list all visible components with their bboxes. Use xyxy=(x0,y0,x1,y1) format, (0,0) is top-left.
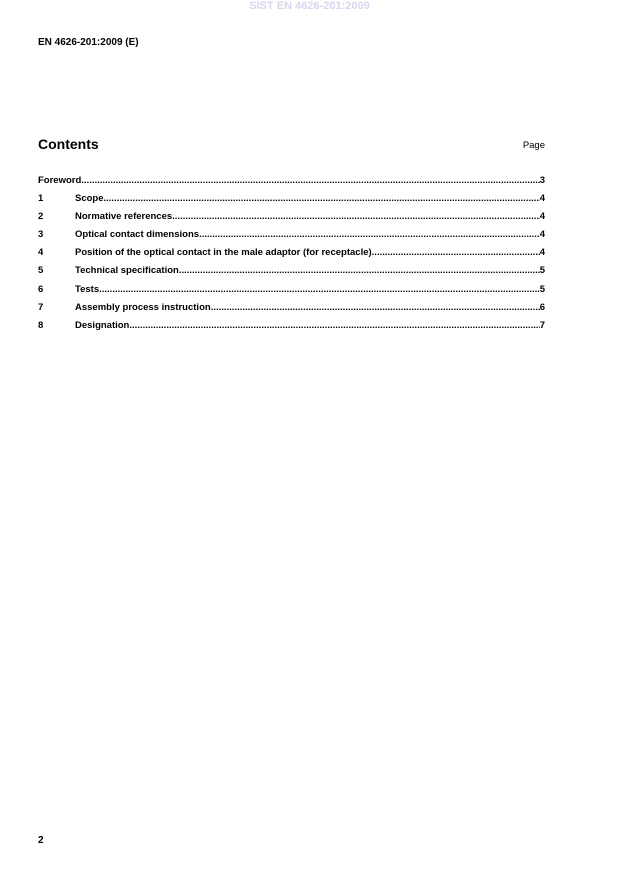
watermark: SIST EN 4626-201:2009 xyxy=(249,0,370,12)
toc-entry-number: 2 xyxy=(38,211,44,223)
table-of-contents xyxy=(38,175,545,338)
toc-entry-technical-specification[interactable] xyxy=(38,265,545,283)
toc-entry-page: 5 xyxy=(539,265,545,277)
toc-entry-number: 8 xyxy=(38,319,44,331)
toc-entry-title: Technical specification xyxy=(75,265,179,277)
page-column-label: Page xyxy=(522,140,545,151)
toc-entry-normative-references[interactable] xyxy=(38,211,545,229)
toc-entry-foreword[interactable] xyxy=(38,175,545,193)
toc-entry-scope[interactable] xyxy=(38,193,545,211)
toc-entry-title: Optical contact dimensions xyxy=(75,229,200,241)
toc-entry-title: Tests xyxy=(75,283,100,295)
toc-entry-tests[interactable] xyxy=(38,284,545,302)
dot-leader xyxy=(172,211,540,223)
dot-leader xyxy=(179,265,540,277)
toc-entry-designation[interactable] xyxy=(38,320,545,338)
contents-heading: Contents xyxy=(38,136,99,152)
toc-entry-page: 4 xyxy=(539,247,545,259)
toc-entry-page: 4 xyxy=(539,193,545,205)
toc-entry-number: 1 xyxy=(38,193,44,205)
document-id: EN 4626-201:2009 (E) xyxy=(38,37,139,48)
toc-entry-title: Foreword xyxy=(38,175,82,186)
dot-leader xyxy=(81,175,539,187)
toc-entry-page: 4 xyxy=(539,229,545,241)
toc-entry-page: 3 xyxy=(539,175,545,186)
toc-entry-number: 6 xyxy=(38,283,44,295)
toc-entry-assembly-process-instruction[interactable] xyxy=(38,302,545,320)
toc-entry-number: 4 xyxy=(38,247,44,259)
dot-leader xyxy=(99,284,540,296)
toc-entry-position-optical-contact[interactable] xyxy=(38,247,545,265)
toc-entry-title: Designation xyxy=(75,319,130,331)
toc-entry-number: 5 xyxy=(38,265,44,277)
toc-entry-title: Position of the optical contact in the male adaptor (for receptacle) xyxy=(75,247,372,259)
dot-leader xyxy=(211,302,540,314)
toc-entry-title: Assembly process instruction xyxy=(75,301,211,313)
toc-entry-page: 4 xyxy=(539,211,545,223)
dot-leader xyxy=(199,229,540,241)
toc-entry-title: Normative references xyxy=(75,211,173,223)
toc-entry-title: Scope xyxy=(75,193,104,205)
toc-entry-page: 5 xyxy=(539,283,545,295)
dot-leader xyxy=(129,320,539,332)
dot-leader xyxy=(104,193,540,205)
toc-entry-page: 6 xyxy=(539,301,545,313)
toc-entry-number: 7 xyxy=(38,301,44,313)
toc-entry-number: 3 xyxy=(38,229,44,241)
toc-entry-page: 7 xyxy=(539,319,545,331)
page-number: 2 xyxy=(38,835,44,846)
toc-entry-optical-contact-dimensions[interactable] xyxy=(38,229,545,247)
dot-leader xyxy=(372,247,540,259)
